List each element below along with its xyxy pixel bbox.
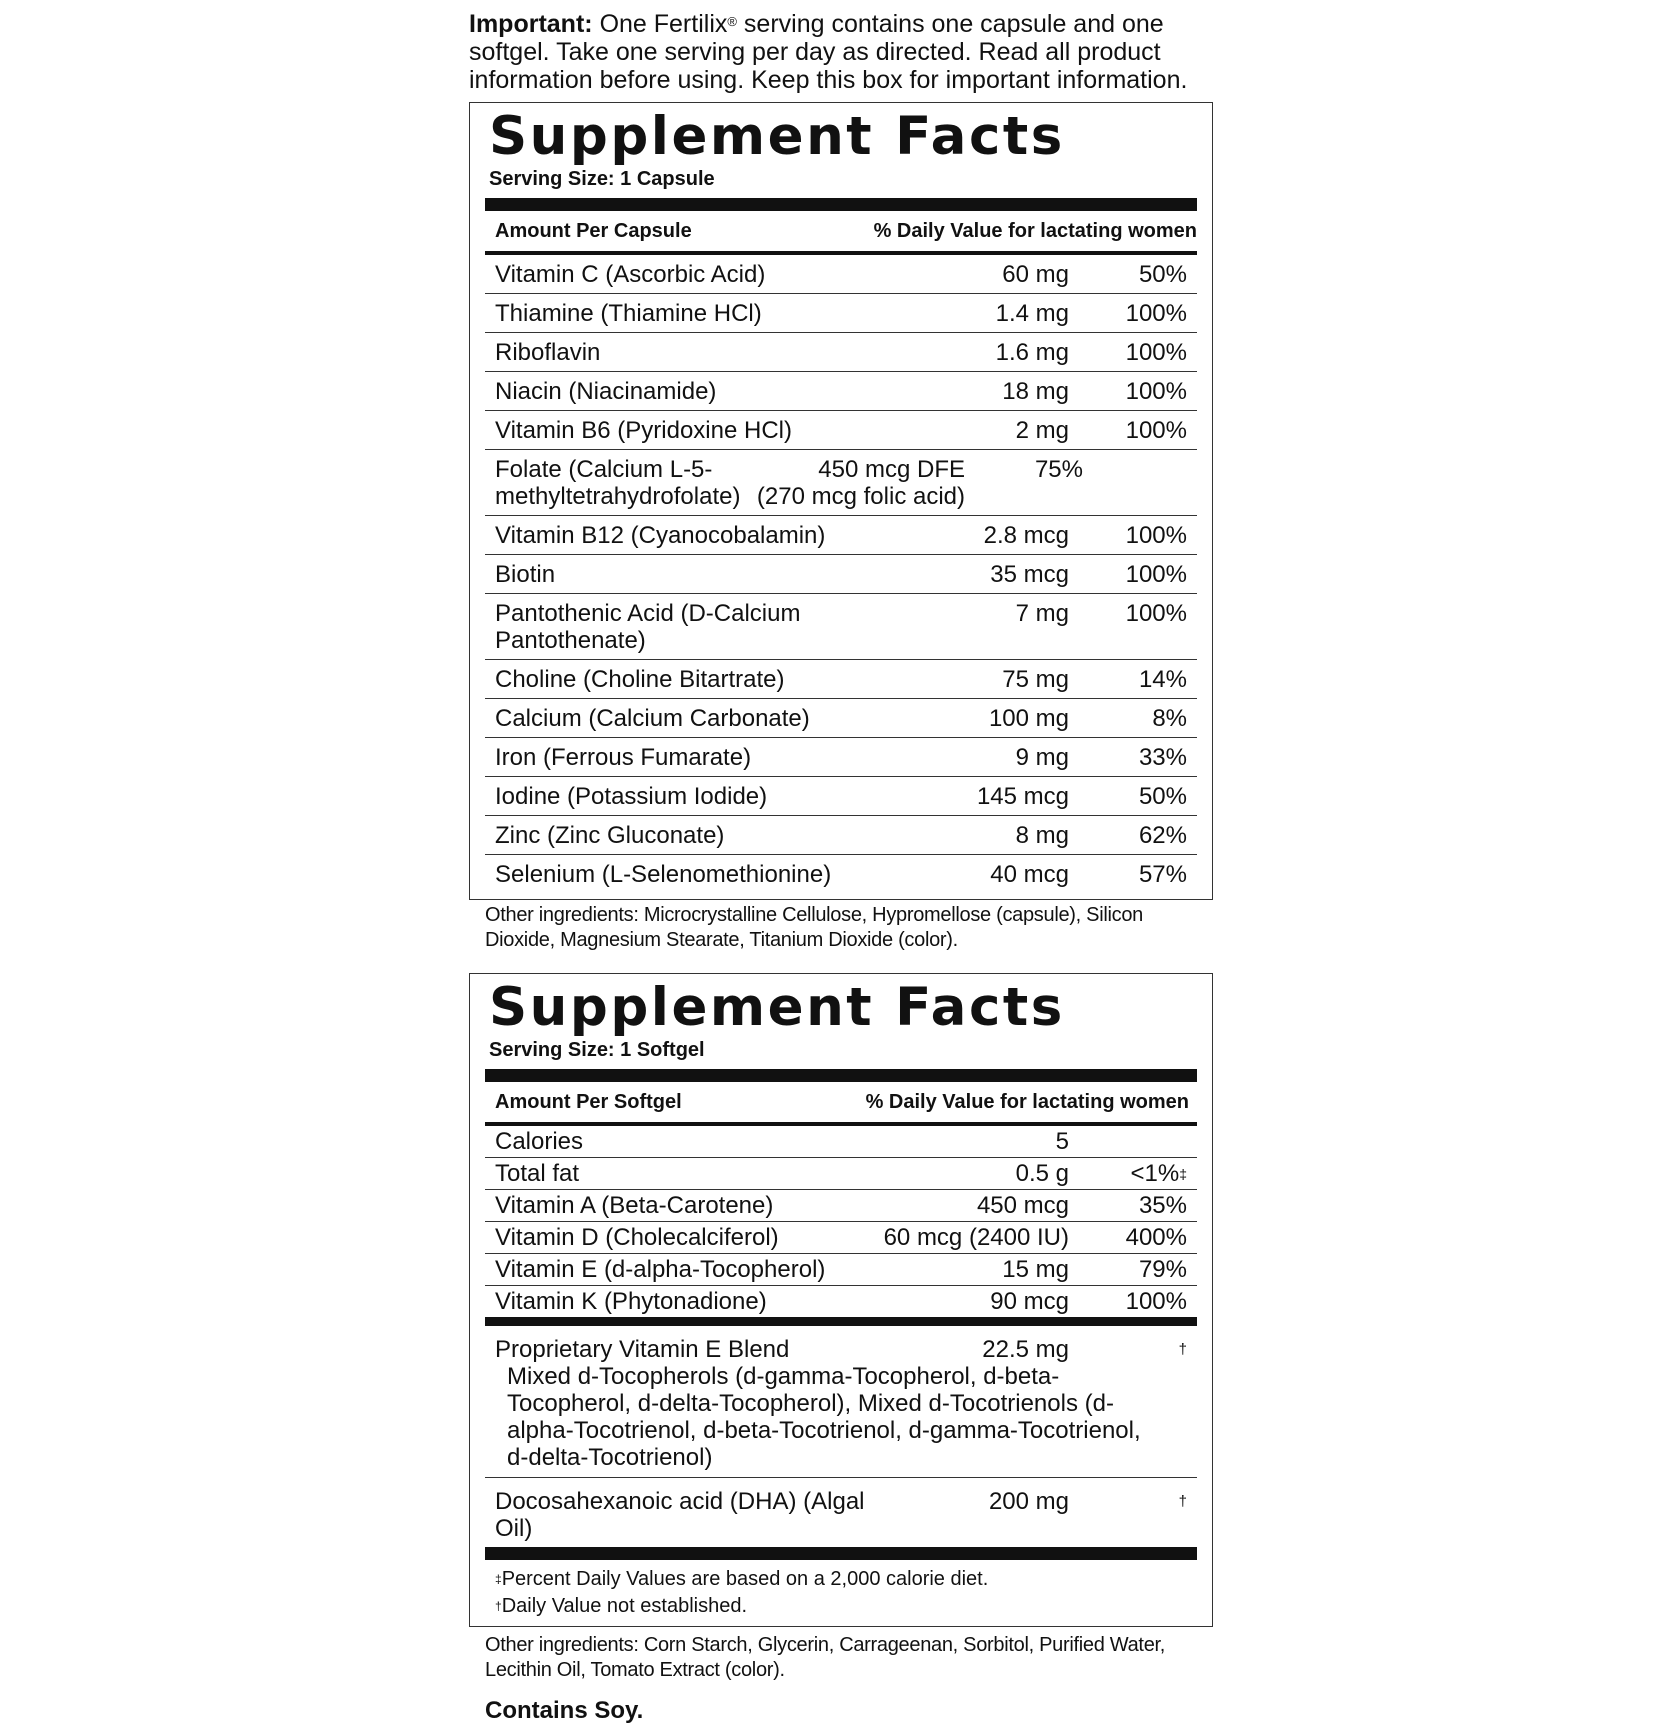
nutrient-row <box>485 738 1197 777</box>
daily-value-cell <box>1069 1289 1187 1315</box>
nutrient-row <box>485 255 1197 294</box>
blend-detail: Mixed d-Tocopherols (d-gamma-Tocopherol, d-beta-Tocopherol, d-delta-Tocopherol), Mixed d-Tocotrienols (d-alpha-Tocotrienol, d-beta-Tocotrienol, d-gamma-Tocotrienol, d-delta-Tocotrienol) <box>485 1363 1197 1478</box>
nutrient-row <box>485 1222 1197 1254</box>
important-label: Important: <box>469 10 593 38</box>
daily-value: 50% <box>1138 783 1187 810</box>
nutrient-row <box>485 855 1197 893</box>
important-text-after: serving contains one capsule and one softgel. Take one serving per day as directed. Read all product information before using. Keep this box for important information. <box>469 10 1188 94</box>
nutrient-row <box>485 411 1197 450</box>
nutrient-amount <box>869 1225 1069 1251</box>
nutrient-name: Iron (Ferrous Fumarate) <box>495 744 752 771</box>
daily-value: 100% <box>1125 339 1187 366</box>
nutrient-row <box>485 1254 1197 1286</box>
nutrient-name: Vitamin C (Ascorbic Acid) <box>495 261 766 288</box>
dv-header: % Daily Value for lactating women <box>865 1090 1189 1113</box>
nutrient-row <box>485 594 1197 660</box>
footnote-text: Daily Value not established. <box>501 1595 748 1617</box>
daily-value-cell <box>1069 1161 1187 1187</box>
daily-value-cell <box>1069 261 1187 288</box>
daily-value-cell <box>1069 783 1187 810</box>
serving-size: Serving Size: 1 Capsule <box>489 168 715 190</box>
daily-value-cell <box>1069 861 1187 888</box>
nutrient-row <box>485 699 1197 738</box>
daily-value-cell <box>1069 744 1187 771</box>
nutrient-amount <box>849 417 1069 444</box>
nutrient-amount <box>849 261 1069 288</box>
daily-value-mark: † <box>1178 1341 1187 1358</box>
daily-value: 50% <box>1138 261 1187 288</box>
daily-value-cell <box>1069 339 1187 366</box>
nutrient-row <box>485 816 1197 855</box>
amount-value: 9 mg <box>1015 744 1069 771</box>
nutrient-amount <box>849 522 1069 549</box>
nutrient-name: Selenium (L-Selenomethionine) <box>495 861 832 888</box>
serving-size: Serving Size: 1 Softgel <box>489 1039 705 1061</box>
daily-value: 400% <box>1125 1224 1187 1251</box>
amount-value: 40 mcg <box>990 861 1069 888</box>
daily-value: <1% <box>1130 1160 1180 1187</box>
nutrient-amount <box>849 378 1069 405</box>
nutrient-row <box>485 1286 1197 1317</box>
amount-value: 60 mcg (2400 IU) <box>883 1224 1069 1251</box>
double-dagger-mark: ‡ <box>495 1572 502 1586</box>
daily-value: 75% <box>1034 456 1083 483</box>
nutrient-row <box>485 660 1197 699</box>
nutrient-name: Vitamin D (Cholecalciferol) <box>495 1224 779 1251</box>
registered-mark: ® <box>727 14 737 29</box>
nutrient-amount <box>849 339 1069 366</box>
nutrient-row <box>485 1190 1197 1222</box>
nutrient-amount <box>849 666 1069 693</box>
amount-value: 2 mg <box>1015 417 1069 444</box>
blend-row <box>485 1326 1197 1363</box>
nutrient-amount <box>849 300 1069 327</box>
nutrient-row <box>485 516 1197 555</box>
nutrient-amount <box>869 1289 1069 1315</box>
daily-value-cell <box>1069 1193 1187 1219</box>
thick-rule <box>485 1547 1197 1560</box>
daily-value: 100% <box>1125 561 1187 588</box>
nutrient-row <box>485 555 1197 594</box>
footnote-not-established <box>495 1593 1197 1620</box>
nutrient-name: Pantothenic Acid (D-Calcium Pantothenate) <box>495 600 801 654</box>
daily-value-cell <box>1069 561 1187 588</box>
amount-detail: (270 mcg folic acid) <box>756 483 965 510</box>
daily-value: 100% <box>1125 522 1187 549</box>
nutrient-name: Thiamine (Thiamine HCl) <box>495 300 762 327</box>
capsule-rows <box>485 255 1197 893</box>
daily-value-cell <box>1069 378 1187 405</box>
nutrient-row <box>485 1158 1197 1190</box>
capsule-supplement-facts-panel <box>469 102 1213 900</box>
nutrient-name: Docosahexanoic acid (DHA) (Algal Oil) <box>495 1488 865 1542</box>
nutrient-amount: 200 mg <box>988 1488 1069 1515</box>
amount-value: 90 mcg <box>990 1288 1069 1315</box>
footnote-text: Percent Daily Values are based on a 2,000 calorie diet. <box>501 1568 989 1590</box>
nutrient-amount <box>869 1129 1069 1155</box>
nutrient-name: Biotin <box>495 561 556 588</box>
daily-value-cell <box>1069 822 1187 849</box>
nutrient-row <box>485 294 1197 333</box>
amount-value: 75 mg <box>1002 666 1069 693</box>
nutrient-row <box>485 333 1197 372</box>
daily-value: 35% <box>1138 1192 1187 1219</box>
daily-value-mark: † <box>1178 1493 1187 1510</box>
nutrient-name: Calories <box>495 1128 584 1155</box>
daily-value: 33% <box>1138 744 1187 771</box>
thick-rule <box>485 198 1197 211</box>
important-text-before: One Fertilix <box>599 10 728 38</box>
nutrient-name: Riboflavin <box>495 339 601 366</box>
nutrient-name: Choline (Choline Bitartrate) <box>495 666 785 693</box>
capsule-other-ingredients: Other ingredients: Microcrystalline Cellulose, Hypromellose (capsule), Silicon Dioxide, Magnesium Stearate, Titanium Dioxide (color). <box>485 904 1143 951</box>
amount-header: Amount Per Softgel <box>495 1090 682 1113</box>
nutrient-amount <box>849 861 1069 888</box>
nutrient-amount <box>849 705 1069 732</box>
nutrient-name: Folate (Calcium L-5-methyltetrahydrofolate) <box>495 456 741 510</box>
nutrient-amount <box>869 1193 1069 1219</box>
amount-value: 15 mg <box>1002 1256 1069 1283</box>
nutrient-amount <box>869 1257 1069 1283</box>
amount-value: 2.8 mcg <box>983 522 1069 549</box>
nutrient-amount <box>869 1161 1069 1187</box>
dv-header: % Daily Value for lactating women <box>873 219 1197 242</box>
amount-value: 8 mg <box>1015 822 1069 849</box>
panel-title: Supplement Facts <box>489 106 1065 167</box>
footnote-dv <box>495 1566 1197 1593</box>
daily-value: 100% <box>1125 600 1187 627</box>
nutrient-amount: 22.5 mg <box>982 1336 1069 1363</box>
nutrient-name: Iodine (Potassium Iodide) <box>495 783 768 810</box>
daily-value-cell <box>1069 522 1187 549</box>
daily-value: 8% <box>1152 705 1187 732</box>
important-notice <box>469 10 1213 94</box>
nutrient-row <box>485 1126 1197 1158</box>
amount-value: 35 mcg <box>990 561 1069 588</box>
nutrient-amount <box>849 783 1069 810</box>
daily-value-cell <box>1069 666 1187 693</box>
softgel-other-ingredients: Other ingredients: Corn Starch, Glycerin, Carrageenan, Sorbitol, Purified Water, Lecithin Oil, Tomato Extract (color). <box>485 1634 1166 1681</box>
thick-rule <box>485 1069 1197 1082</box>
column-header <box>485 211 1197 255</box>
daily-value: 79% <box>1138 1256 1187 1283</box>
nutrient-amount <box>849 561 1069 588</box>
nutrient-name: Niacin (Niacinamide) <box>495 378 717 405</box>
amount-value: 18 mg <box>1002 378 1069 405</box>
nutrient-name: Vitamin E (d-alpha-Tocopherol) <box>495 1256 826 1283</box>
amount-value: 7 mg <box>1015 600 1069 627</box>
amount-value: 100 mg <box>988 705 1069 732</box>
dha-row <box>485 1478 1197 1547</box>
daily-value: 62% <box>1138 822 1187 849</box>
daily-value-cell <box>1069 600 1187 627</box>
label-page <box>469 10 1213 1725</box>
nutrient-name: Vitamin B12 (Cyanocobalamin) <box>495 522 826 549</box>
daily-value: 100% <box>1125 300 1187 327</box>
daily-value-cell <box>1069 417 1187 444</box>
footnotes <box>485 1560 1197 1620</box>
nutrient-name: Vitamin K (Phytonadione) <box>495 1288 767 1315</box>
daily-value-cell <box>1069 300 1187 327</box>
thick-rule <box>485 1317 1197 1326</box>
softgel-supplement-facts-panel <box>469 973 1213 1627</box>
daily-value: 14% <box>1138 666 1187 693</box>
column-header <box>485 1082 1197 1126</box>
softgel-rows <box>485 1126 1197 1317</box>
nutrient-amount <box>745 456 965 510</box>
nutrient-row <box>485 372 1197 411</box>
daily-value-cell <box>965 456 1083 483</box>
amount-value: 5 <box>1055 1128 1069 1155</box>
dagger-mark: † <box>495 1599 502 1613</box>
amount-value: 60 mg <box>1002 261 1069 288</box>
amount-value: 0.5 g <box>1015 1160 1069 1187</box>
nutrient-name: Vitamin B6 (Pyridoxine HCl) <box>495 417 792 444</box>
amount-header: Amount Per Capsule <box>495 219 692 242</box>
nutrient-name: Total fat <box>495 1160 580 1187</box>
daily-value-mark: ‡ <box>1179 1166 1187 1182</box>
allergen-statement: Contains Soy. <box>485 1697 644 1724</box>
nutrient-name: Vitamin A (Beta-Carotene) <box>495 1192 774 1219</box>
amount-value: 1.4 mg <box>995 300 1069 327</box>
daily-value: 100% <box>1125 1288 1187 1315</box>
panel-title: Supplement Facts <box>489 977 1065 1038</box>
amount-value: 1.6 mg <box>995 339 1069 366</box>
daily-value: 100% <box>1125 417 1187 444</box>
nutrient-name: Zinc (Zinc Gluconate) <box>495 822 725 849</box>
amount-value: 450 mcg <box>976 1192 1069 1219</box>
daily-value-cell <box>1069 1225 1187 1251</box>
nutrient-amount <box>849 744 1069 771</box>
daily-value-cell <box>1069 1257 1187 1283</box>
nutrient-row <box>485 777 1197 816</box>
nutrient-name: Calcium (Calcium Carbonate) <box>495 705 810 732</box>
amount-value: 450 mcg DFE <box>818 456 965 483</box>
nutrient-name: Proprietary Vitamin E Blend <box>495 1336 790 1363</box>
daily-value: 100% <box>1125 378 1187 405</box>
amount-value: 145 mcg <box>976 783 1069 810</box>
daily-value-cell <box>1069 705 1187 732</box>
daily-value: 57% <box>1138 861 1187 888</box>
nutrient-amount <box>849 822 1069 849</box>
nutrient-row <box>485 450 1197 516</box>
nutrient-amount <box>849 600 1069 627</box>
